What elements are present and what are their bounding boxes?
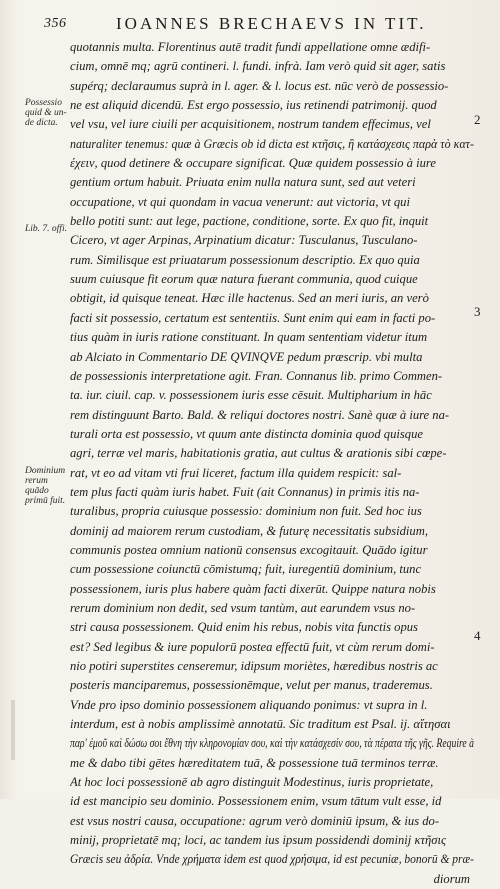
text-line: tius quàm in iuris ratione constituant. In quam sententiam videtur itum (70, 330, 428, 345)
side-number: 2 (474, 112, 481, 127)
margin-note-line: quid & un- (25, 108, 67, 118)
text-line: rum. Similisque est priuatarum possessionum descriptio. Ex quo quia (70, 252, 420, 267)
margin-note-line: Dominium (25, 466, 66, 476)
text-line: ab Alciato in Commentario DE QVINQVE pedum præscrip. vbi multa (70, 349, 423, 364)
text-line: de possessionis interpretatione agit. Fran. Connanus lib. primo Commen- (70, 368, 443, 383)
text-line: possessionem, iuris plus habere quàm facti dixerūt. Quippe natura nobis (70, 581, 436, 596)
page-number: 356 (44, 16, 67, 31)
text-line: rem distinguunt Barto. Bald. & reliqui doctores nostri. Sanè quæ à iure na- (70, 407, 450, 422)
text-line: tem plus facti quàm iuris habet. Fuit (ait Connanus) in primis itis na- (70, 484, 420, 499)
text-line: minij, proprietatē mq; loci, ac tandem ius ipsum possidendi dominij κτῆσις (70, 833, 447, 848)
text-line: occupatione, vt qui quondam in vacua venerunt: aut victoria, vt qui (70, 194, 410, 209)
text-line: turalibus, propria cuiusque possessio: dominium non fuit. Sed hoc ius (70, 504, 422, 519)
running-head: IOANNES BRECHAEVS IN TIT. (116, 14, 427, 33)
text-line: communis postea omnium nationū consensus excogitauit. Quādo igitur (70, 542, 428, 557)
text-line: At hoc loci possessionē ab agro distinguit Modestinus, iuris proprietate, (70, 775, 434, 790)
text-line: ne est aliquid dicendū. Est ergo possessio, ius retinendi patrimonij. quod (70, 98, 437, 113)
margin-note-possessio (25, 98, 69, 128)
text-line: gentium ortum habuit. Priuata enim nulla natura sunt, sed aut veteri (70, 175, 416, 190)
text-line: bello potiti sunt: aut lege, pactione, conditione, sorte. Ex quo fit, inquit (70, 214, 429, 229)
text-line: est? Sed legibus & iure populorū postea effectū fuit, vt cùm rerum domi- (70, 639, 435, 654)
text-line: rerum dominium non dedit, sed vsum tantùm, aut earundem vsus no- (70, 600, 416, 615)
text-line: quotannis multa. Florentinus autē tradit fundi appellatione omne ædifi- (70, 40, 431, 54)
text-line: agri, terræ vel maris, habitationis gratia, aut cultus & arationis sibi cœpe- (70, 446, 447, 461)
body-text (70, 38, 482, 889)
margin-note-line: de dicta. (25, 118, 58, 128)
margin-note-lib (25, 224, 69, 234)
text-line: dominij ad maiorem rerum custodiam, & futurę necessitatis subsidium, (70, 523, 428, 538)
text-line: Cicero, vt ager Arpinas, Arpinatium dicatur: Tusculanus, Tusculano- (70, 233, 418, 248)
text-line: vel vsu, vel iure ciuili per acquisitionem, nostrum tandem effecimus, vel (70, 117, 431, 132)
text-line: έχειν, quod detinere & occupare significat. Quæ quidem possessio à iure (70, 156, 436, 171)
margin-note-dominium (25, 466, 69, 506)
text-line: cum possessione coiunctū cōmistumq; fuit, iuregentiū dominium, tunc (70, 562, 422, 577)
text-line: suum cuiusque fit eorum quæ natura fuerant communia, quod cuique (70, 272, 418, 287)
catchword: diorum (433, 871, 470, 886)
text-line: facti sit possessio, certatum est sententiis. Sunt enim qui eam in facti po- (70, 310, 436, 325)
text-line: παρ' ἐμοῦ καὶ δώσω σοι ἔθνη τὴν κληρονομίαν σου, καὶ τὴν κατάσχεσίν σου, τὰ πέρατα τῆς γῆς. Require à (70, 736, 474, 751)
side-number: 3 (474, 304, 481, 319)
text-line: turali orta est possessio, vt quum ante distincta dominia quod quisque (70, 426, 423, 441)
text-line: id est mancipio seu dominio. Possessionem enim, vsum tātum vult esse, id (70, 794, 442, 809)
text-line: ta. iur. ciuil. cap. v. possessionem iuris esse cēsuit. Multipharium in hāc (70, 388, 432, 403)
text-line: supérq; declaraumus suprà in l. ager. & l. locus est. nūc verò de possessio- (70, 78, 449, 93)
margin-note-line: rerum quādo (25, 476, 49, 496)
text-line: Græcis seu ἀδρία. Vnde χρήματα idem est quod χρήσιμα, id est pecuniæ, bonorū & præ- (70, 852, 474, 867)
text-line: posteris manciparemus, possessionēmque, velut per manus, traderemus. (70, 678, 433, 693)
text-line: est vsus nostri causa, occupatione: agrum verò dominiū ipsum, & ius do- (70, 813, 440, 828)
text-line: nio potiri superstites censeremur, idipsum moriètes, hæredibus nostris ac (70, 659, 438, 673)
page-header (44, 16, 474, 38)
margin-note-line: Possessio (25, 98, 62, 108)
margin-note-line: Lib. 7. offi. (25, 224, 67, 234)
text-line: obtigit, id quisque teneat. Hæc ille hactenus. Sed an meri iuris, an verò (70, 291, 429, 306)
text-line: naturaliter tenemus: quæ à Græcis ob id dicta est κτῆσις, ἢ κατάσχεσις παρὰ τὸ κατ- (70, 136, 474, 151)
text-line: interdum, est à nobis amplissimè annotatū. Sic traditum est Psal. ij. αἴτησαι (70, 717, 451, 732)
text-line: rat, vt eo ad vitam vti frui liceret, factum illa quidem respicit: sal- (70, 465, 402, 480)
side-number: 4 (474, 628, 481, 643)
text-line: cium, omnē mq; agrū contineri. l. fundi. infrà. Iam verò quid sit ager, satis (70, 59, 446, 74)
text-line: stri causa possessionem. Quid enim his rebus, nobis vita functis opus (70, 620, 418, 635)
faded-marginal-ink (8, 700, 20, 760)
text-line: me & dabo tibi gētes hæreditatem tuā, & possessione tuā terminos terræ. (70, 755, 439, 770)
margin-note-line: primū fuit. (25, 496, 66, 506)
text-line: Vnde pro ipso dominio possessionem aliquando ponimus: vt supra in l. (70, 697, 428, 712)
